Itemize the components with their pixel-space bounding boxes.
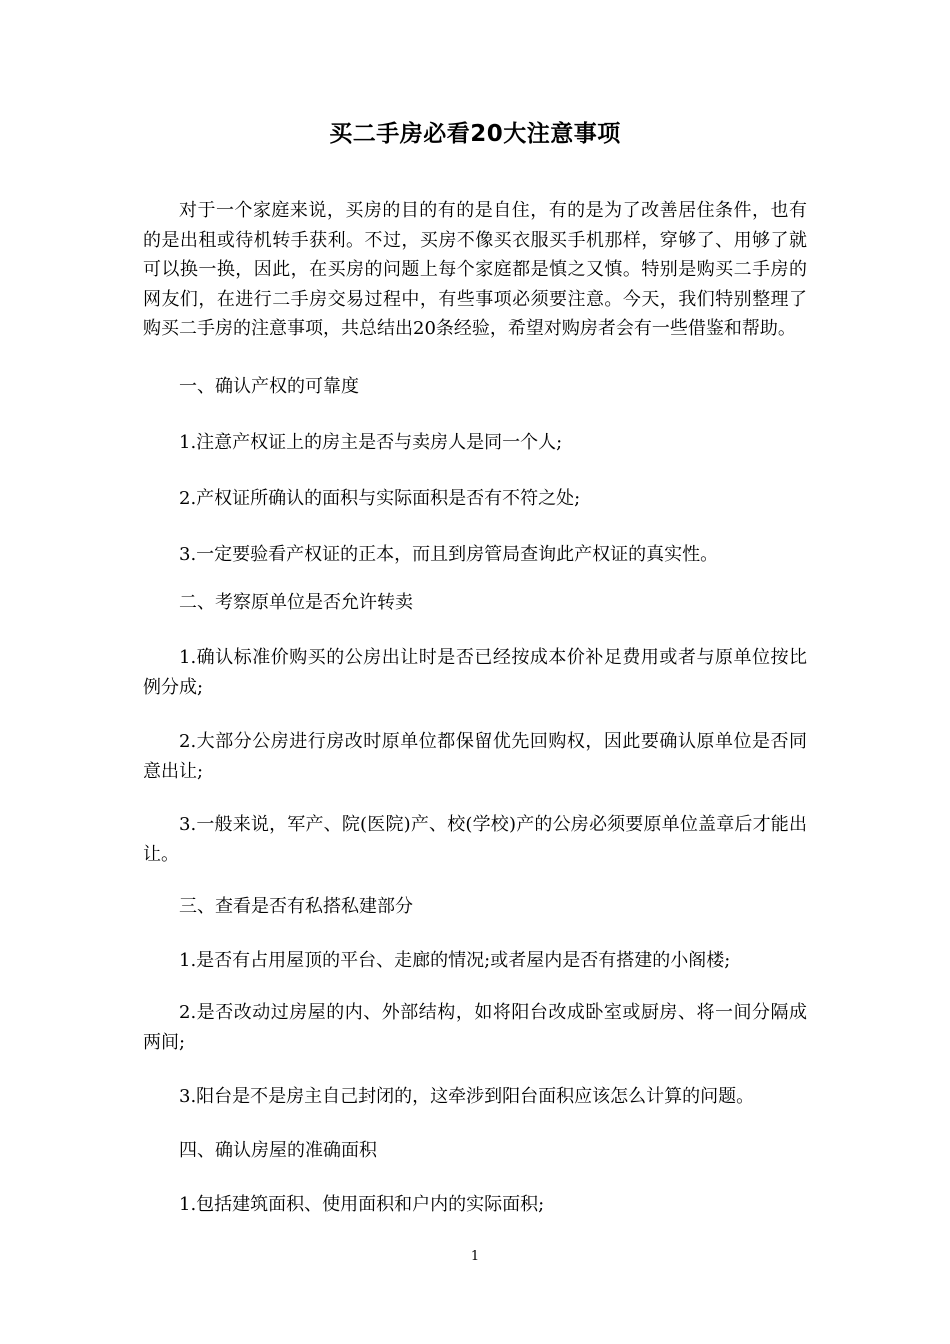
section-heading-4: 四、确认房屋的准确面积 [179,1140,377,1161]
section-3-item-3: 3.阳台是不是房主自己封闭的，这牵涉到阳台面积应该怎么计算的问题。 [179,1086,755,1107]
section-3-item-1: 1.是否有占用屋顶的平台、走廊的情况;或者屋内是否有搭建的小阁楼; [179,950,731,971]
section-heading-3: 三、查看是否有私搭私建部分 [179,896,413,917]
section-2-item-3: 3.一般来说，军产、院(医院)产、校(学校)产的公房必须要原单位盖章后才能出让。 [143,814,807,865]
section-4-item-1: 1.包括建筑面积、使用面积和户内的实际面积; [179,1194,545,1215]
section-2-item-1: 1.确认标准价购买的公房出让时是否已经按成本价补足费用或者与原单位按比例分成; [143,647,807,698]
section-1-item-1: 1.注意产权证上的房主是否与卖房人是同一个人; [179,432,563,453]
section-1-item-2: 2.产权证所确认的面积与实际面积是否有不符之处; [179,488,581,509]
intro-paragraph: 对于一个家庭来说，买房的目的有的是自住，有的是为了改善居住条件，也有的是出租或待机转手获利。不过，买房不像买衣服买手机那样，穿够了、用够了就可以换一换，因此，在买房的问题上每个家庭都是慎之又慎。特别是购买二手房的网友们，在进行二手房交易过程中，有些事项必须要注意。今天，我们特别整理了购买二手房的注意事项，共总结出20条经验，希望对购房者会有一些借鉴和帮助。 [143,200,807,339]
section-3-item-2: 2.是否改动过房屋的内、外部结构，如将阳台改成卧室或厨房、将一间分隔成两间; [143,1002,807,1053]
page-number: 1 [470,1249,480,1264]
section-heading-1: 一、确认产权的可靠度 [179,376,359,397]
section-2-item-2: 2.大部分公房进行房改时原单位都保留优先回购权，因此要确认原单位是否同意出让; [143,731,807,782]
section-1-item-3: 3.一定要验看产权证的正本，而且到房管局查询此产权证的真实性。 [179,544,719,565]
document-title: 买二手房必看20大注意事项 [329,121,621,147]
section-heading-2: 二、考察原单位是否允许转卖 [179,592,413,613]
